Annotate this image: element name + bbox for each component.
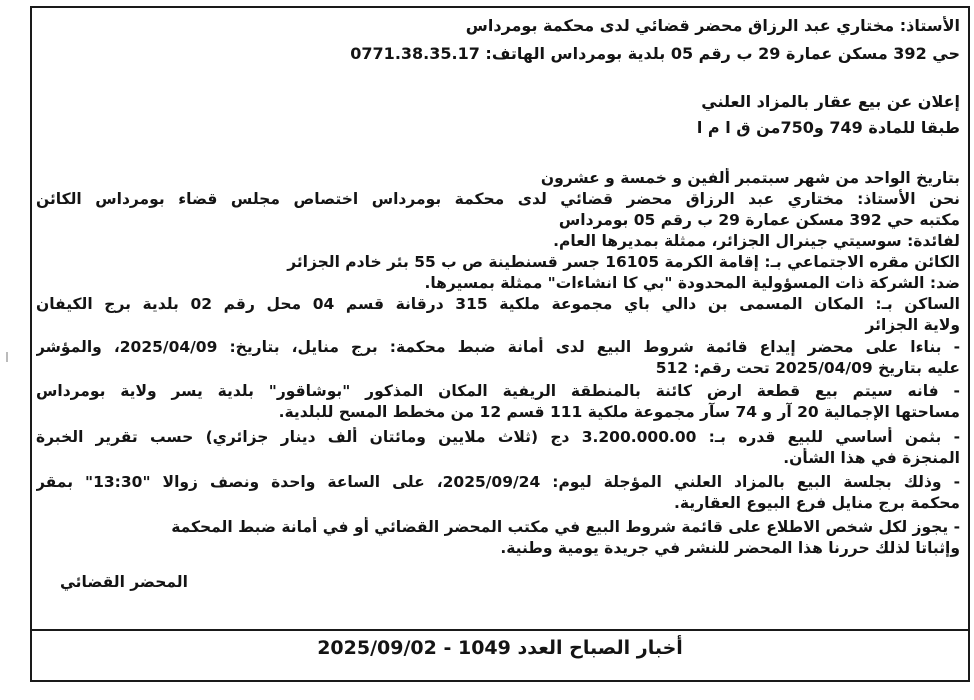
body-line: ضد: الشركة ذات المسؤولية المحدودة "بي كا انشاءات" ممثلة بمسيرها. [424,274,960,292]
newspaper-footer: أخبار الصباح العدد 1049 - 2025/09/02 [317,637,683,659]
scan-mark [6,352,8,362]
body-line: الساكن بـ: المكان المسمى بن دالي باي مجموعة ملكية 315 درقانة قسم 04 محل رقم 02 بلدية برج الكيفان [36,295,960,313]
body-line: محكمة برج منايل فرع البيوع العقارية. [674,494,960,512]
notice-title: إعلان عن بيع عقار بالمزاد العلني [701,92,960,111]
body-line: وإثباتا لذلك حررنا هذا المحضر للنشر في جريدة يومية وطنية. [500,539,960,557]
signature: المحضر القضائي [60,573,188,591]
body-line: الكائن مقره الاجتماعي بـ: إقامة الكرمة 16105 جسر قسنطينة ص ب 55 بئر خادم الجزائر [287,253,960,271]
body-line: - يجوز لكل شخص الاطلاع على قائمة شروط البيع في مكتب المحضر القضائي أو في أمانة ضبط المحكمة [171,518,960,536]
bailiff-name: الأستاذ: مختاري عبد الرزاق محضر قضائي لدى محكمة بومرداس [465,16,960,35]
body-line: مساحتها الإجمالية 20 آر و 74 سآر مجموعة ملكية 111 قسم 12 من مخطط المسح للبلدية. [278,403,960,421]
body-line: - بناءا على محضر إيداع قائمة شروط البيع لدى أمانة ضبط محكمة: برج منايل، بتاريخ: 2025/04/09، والمؤشر [36,338,960,356]
footer-divider [30,629,970,631]
body-line: لفائدة: سوسيتي جينرال الجزائر، ممثلة بمديرها العام. [553,232,960,250]
body-line: عليه بتاريخ 2025/04/09 تحت رقم: 512 [655,359,960,377]
notice-legal-basis: طبقا للمادة 749 و750من ق ا م ا [696,118,960,137]
body-line: المنجزة في هذا الشأن. [783,449,960,467]
body-line: مكتبه حي 392 مسكن عمارة 29 ب رقم 05 بومرداس [558,211,960,229]
body-line: - بثمن أساسي للبيع قدره بـ: 3.200.000.00 دج (ثلاث ملايين ومائتان ألف دينار جزائري) حسب تقرير الخبرة [36,428,960,446]
body-line: ولاية الجزائر [865,316,960,334]
bailiff-address: حي 392 مسكن عمارة 29 ب رقم 05 بلدية بومرداس الهاتف: 0771.38.35.17 [350,44,960,63]
body-line: بتاريخ الواحد من شهر سبتمبر ألفين و خمسة و عشرون [540,169,960,187]
body-line: نحن الأستاذ: مختاري عبد الرزاق محضر قضائي لدى محكمة بومرداس اختصاص مجلس قضاء بومرداس الكائن [36,190,960,208]
body-line: - وذلك بجلسة البيع بالمزاد العلني المؤجلة ليوم: 2025/09/24، على الساعة واحدة ونصف زوالا "13:30" بمقر [36,473,960,491]
body-line: - فانه سيتم بيع قطعة ارض كائنة بالمنطقة الريفية المكان المذكور "بوشاقور" بلدية يسر ولاية بومرداس [36,382,960,400]
